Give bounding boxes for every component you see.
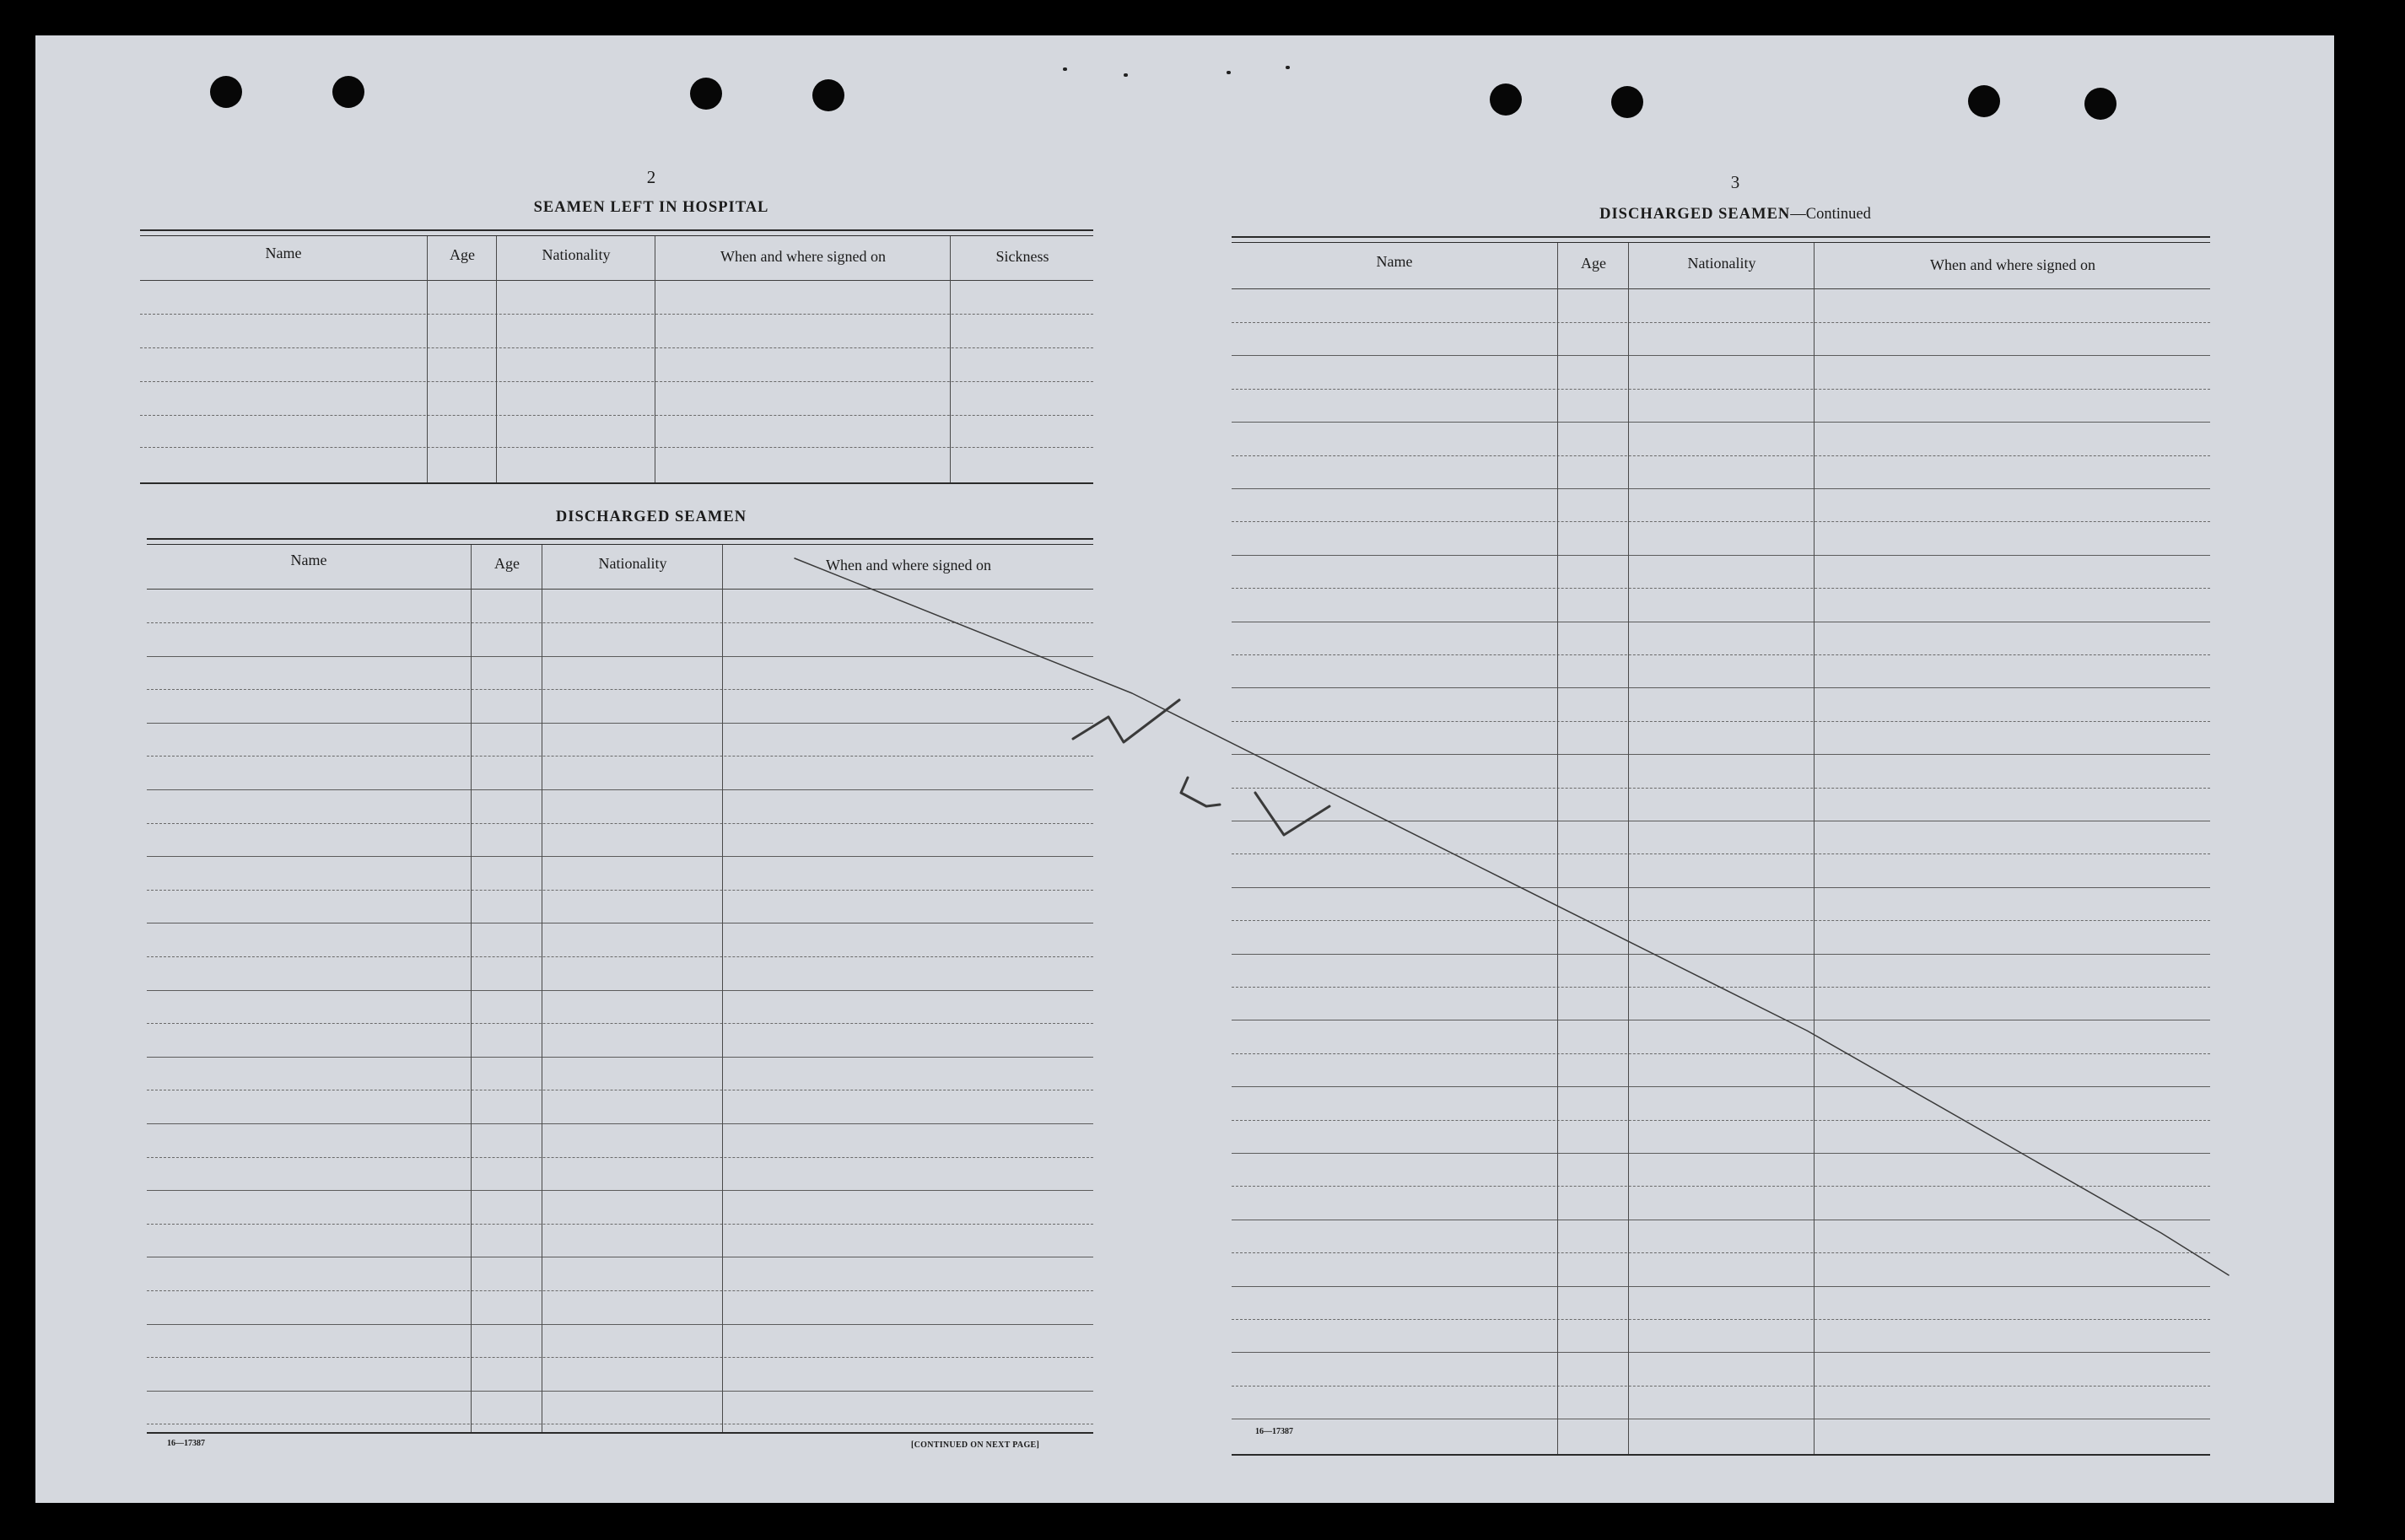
column-header-signed-on: When and where signed on [1930, 256, 2095, 273]
page-number: 2 [646, 167, 656, 187]
column-header-signed-on: When and where signed on [826, 557, 991, 573]
section-title-hospital: SEAMEN LEFT IN HOSPITAL [533, 199, 769, 216]
column-header-name: Name [290, 552, 327, 568]
form-code: 16—17387 [167, 1439, 205, 1448]
page-number: 3 [1730, 172, 1740, 192]
pen-stroke-n [1073, 700, 1179, 742]
column-header-age: Age [1581, 255, 1606, 272]
pen-stroke-l [1255, 793, 1329, 835]
pen-stroke-diagonal [795, 558, 2229, 1275]
pen-stroke-i [1181, 778, 1220, 806]
column-header-sickness: Sickness [995, 248, 1049, 265]
column-header-nationality: Nationality [1687, 255, 1756, 272]
column-header-age: Age [494, 555, 520, 572]
column-header-name: Name [1376, 253, 1413, 270]
column-header-name: Name [265, 245, 302, 261]
section-title-text: DISCHARGED SEAMEN [1599, 206, 1791, 223]
form-code: 16—17387 [1255, 1427, 1293, 1436]
column-header-age: Age [450, 246, 475, 263]
column-header-nationality: Nationality [598, 555, 667, 572]
section-title-suffix: —Continued [1790, 206, 1871, 223]
document-sheet [35, 35, 2334, 1503]
column-header-signed-on: When and where signed on [720, 248, 886, 265]
column-header-nationality: Nationality [542, 246, 611, 263]
section-title-discharged: DISCHARGED SEAMEN [555, 509, 747, 525]
continued-note: [CONTINUED ON NEXT PAGE] [911, 1440, 1040, 1450]
handwritten-nil-mark [35, 35, 2334, 1503]
